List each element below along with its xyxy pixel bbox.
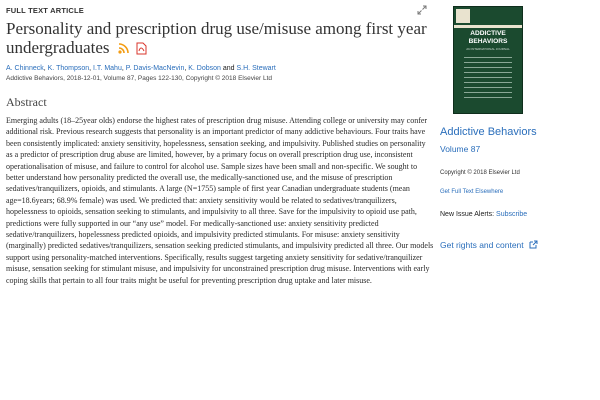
article-title-text: Personality and prescription drug use/misuse among first year undergraduates (6, 19, 427, 57)
cover-subtitle: AN INTERNATIONAL JOURNAL (466, 47, 510, 51)
cover-text-line (464, 77, 512, 78)
citation-line: Addictive Behaviors, 2018-12-01, Volume 87, Pages 122-130, Copyright © 2018 Elsevier Ltd (6, 75, 273, 82)
cover-stripe (454, 25, 522, 28)
cover-text-line (464, 82, 512, 83)
issue-alerts (440, 211, 527, 218)
cover-text-line (464, 87, 512, 88)
author-list: A. Chinneck, K. Thompson, I.T. Mahu, P. Davis-MacNevin, K. Dobson and S.H. Stewart (6, 65, 276, 72)
journal-link[interactable]: Addictive Behaviors (440, 126, 537, 138)
article-title (6, 19, 434, 57)
article-type-label: FULL TEXT ARTICLE (6, 6, 84, 15)
cover-text-line (464, 67, 512, 68)
cover-title: ADDICTIVE BEHAVIORS (468, 30, 508, 45)
abstract-text: Emerging adults (18–25year olds) endorse the highest rates of prescription drug misuse. Attending college or university may confer additional risk. Previous research suggests that personality is an important predictor of many addictive behaviours. Four traits have been consistently implicated: anxiety sensitivity, hopelessness, sensation seeking, and impulsivity. Published studies on personality as a predictor of prescription drug abuse are limited, however, by a primary focus on overall prescription drug use, inconsistent operationalisation of misuse, and failure to control for alcohol use. Sample sizes have been small and non-specific. We sought to better understand how personality predicted the overall use, the medically-sanctioned use, and the misuse of prescription sedatives/tranquilizers, opioids, and stimulants. A large (N=1755) sample of first year Canadian undergraduate students (mean age=18.6years; 68.9% female) was used. We predicted that: anxiety sensitivity would be related to sedatives/tranquilizers, hopelessness to opioids, sensation seeking to stimulants, and impulsivity to all three. Save for the impulsivity to opioid use path, predictions were fully supported in our “any use” model. For medically-sanctioned use: anxiety sensitivity predicted sedative/tranquilizers, hopelessness predicted opioids, and impulsivity predicted stimulants. For misuse: anxiety sensitivity (marginally) predicted sedatives/tranquilizers, sensation seeking predicted stimulants, and impulsivity predicted all three. Our models support using personality-matched interventions. Specifically, results suggest targeting anxiety sensitivity for sedative/tranquilizer misuse, sensation seeking for stimulant misuse, and impulsivity for unconstrained prescription drug misuse. Interventions with early coping skills that pertain to all four traits might be useful for preventing prescription drug uptake and later misuse. (6, 116, 434, 285)
abstract-heading: Abstract (6, 95, 47, 109)
author-link[interactable]: A. Chinneck (6, 65, 44, 72)
author-link[interactable]: P. Davis-MacNevin (125, 65, 185, 72)
article-main (6, 6, 434, 286)
expand-icon[interactable] (417, 5, 427, 18)
cover-text-line (464, 97, 512, 98)
cover-text-line (464, 57, 512, 58)
subscribe-link[interactable]: Subscribe (496, 211, 528, 218)
rss-icon[interactable] (118, 43, 129, 54)
author-link[interactable]: K. Dobson (188, 65, 221, 72)
elsevier-logo-icon (456, 9, 470, 23)
external-link-icon (529, 240, 538, 249)
issue-alerts-label: New Issue Alerts: (440, 211, 497, 218)
get-full-text-link[interactable]: Get Full Text Elsewhere (440, 189, 504, 195)
author-link[interactable]: S.H. Stewart (236, 65, 276, 72)
rights-and-content-link[interactable] (440, 240, 538, 250)
copyright-text: Copyright © 2018 Elsevier Ltd (440, 170, 520, 176)
cover-text-line (464, 92, 512, 93)
journal-cover-image[interactable] (453, 6, 523, 114)
author-link[interactable]: I.T. Mahu (93, 65, 122, 72)
pdf-icon[interactable] (136, 42, 147, 55)
cover-text-line (464, 62, 512, 63)
rights-label[interactable]: Get rights and content (440, 240, 524, 250)
cover-text-line (464, 72, 512, 73)
volume-link[interactable]: Volume 87 (440, 144, 481, 154)
author-link[interactable]: K. Thompson (47, 65, 90, 72)
